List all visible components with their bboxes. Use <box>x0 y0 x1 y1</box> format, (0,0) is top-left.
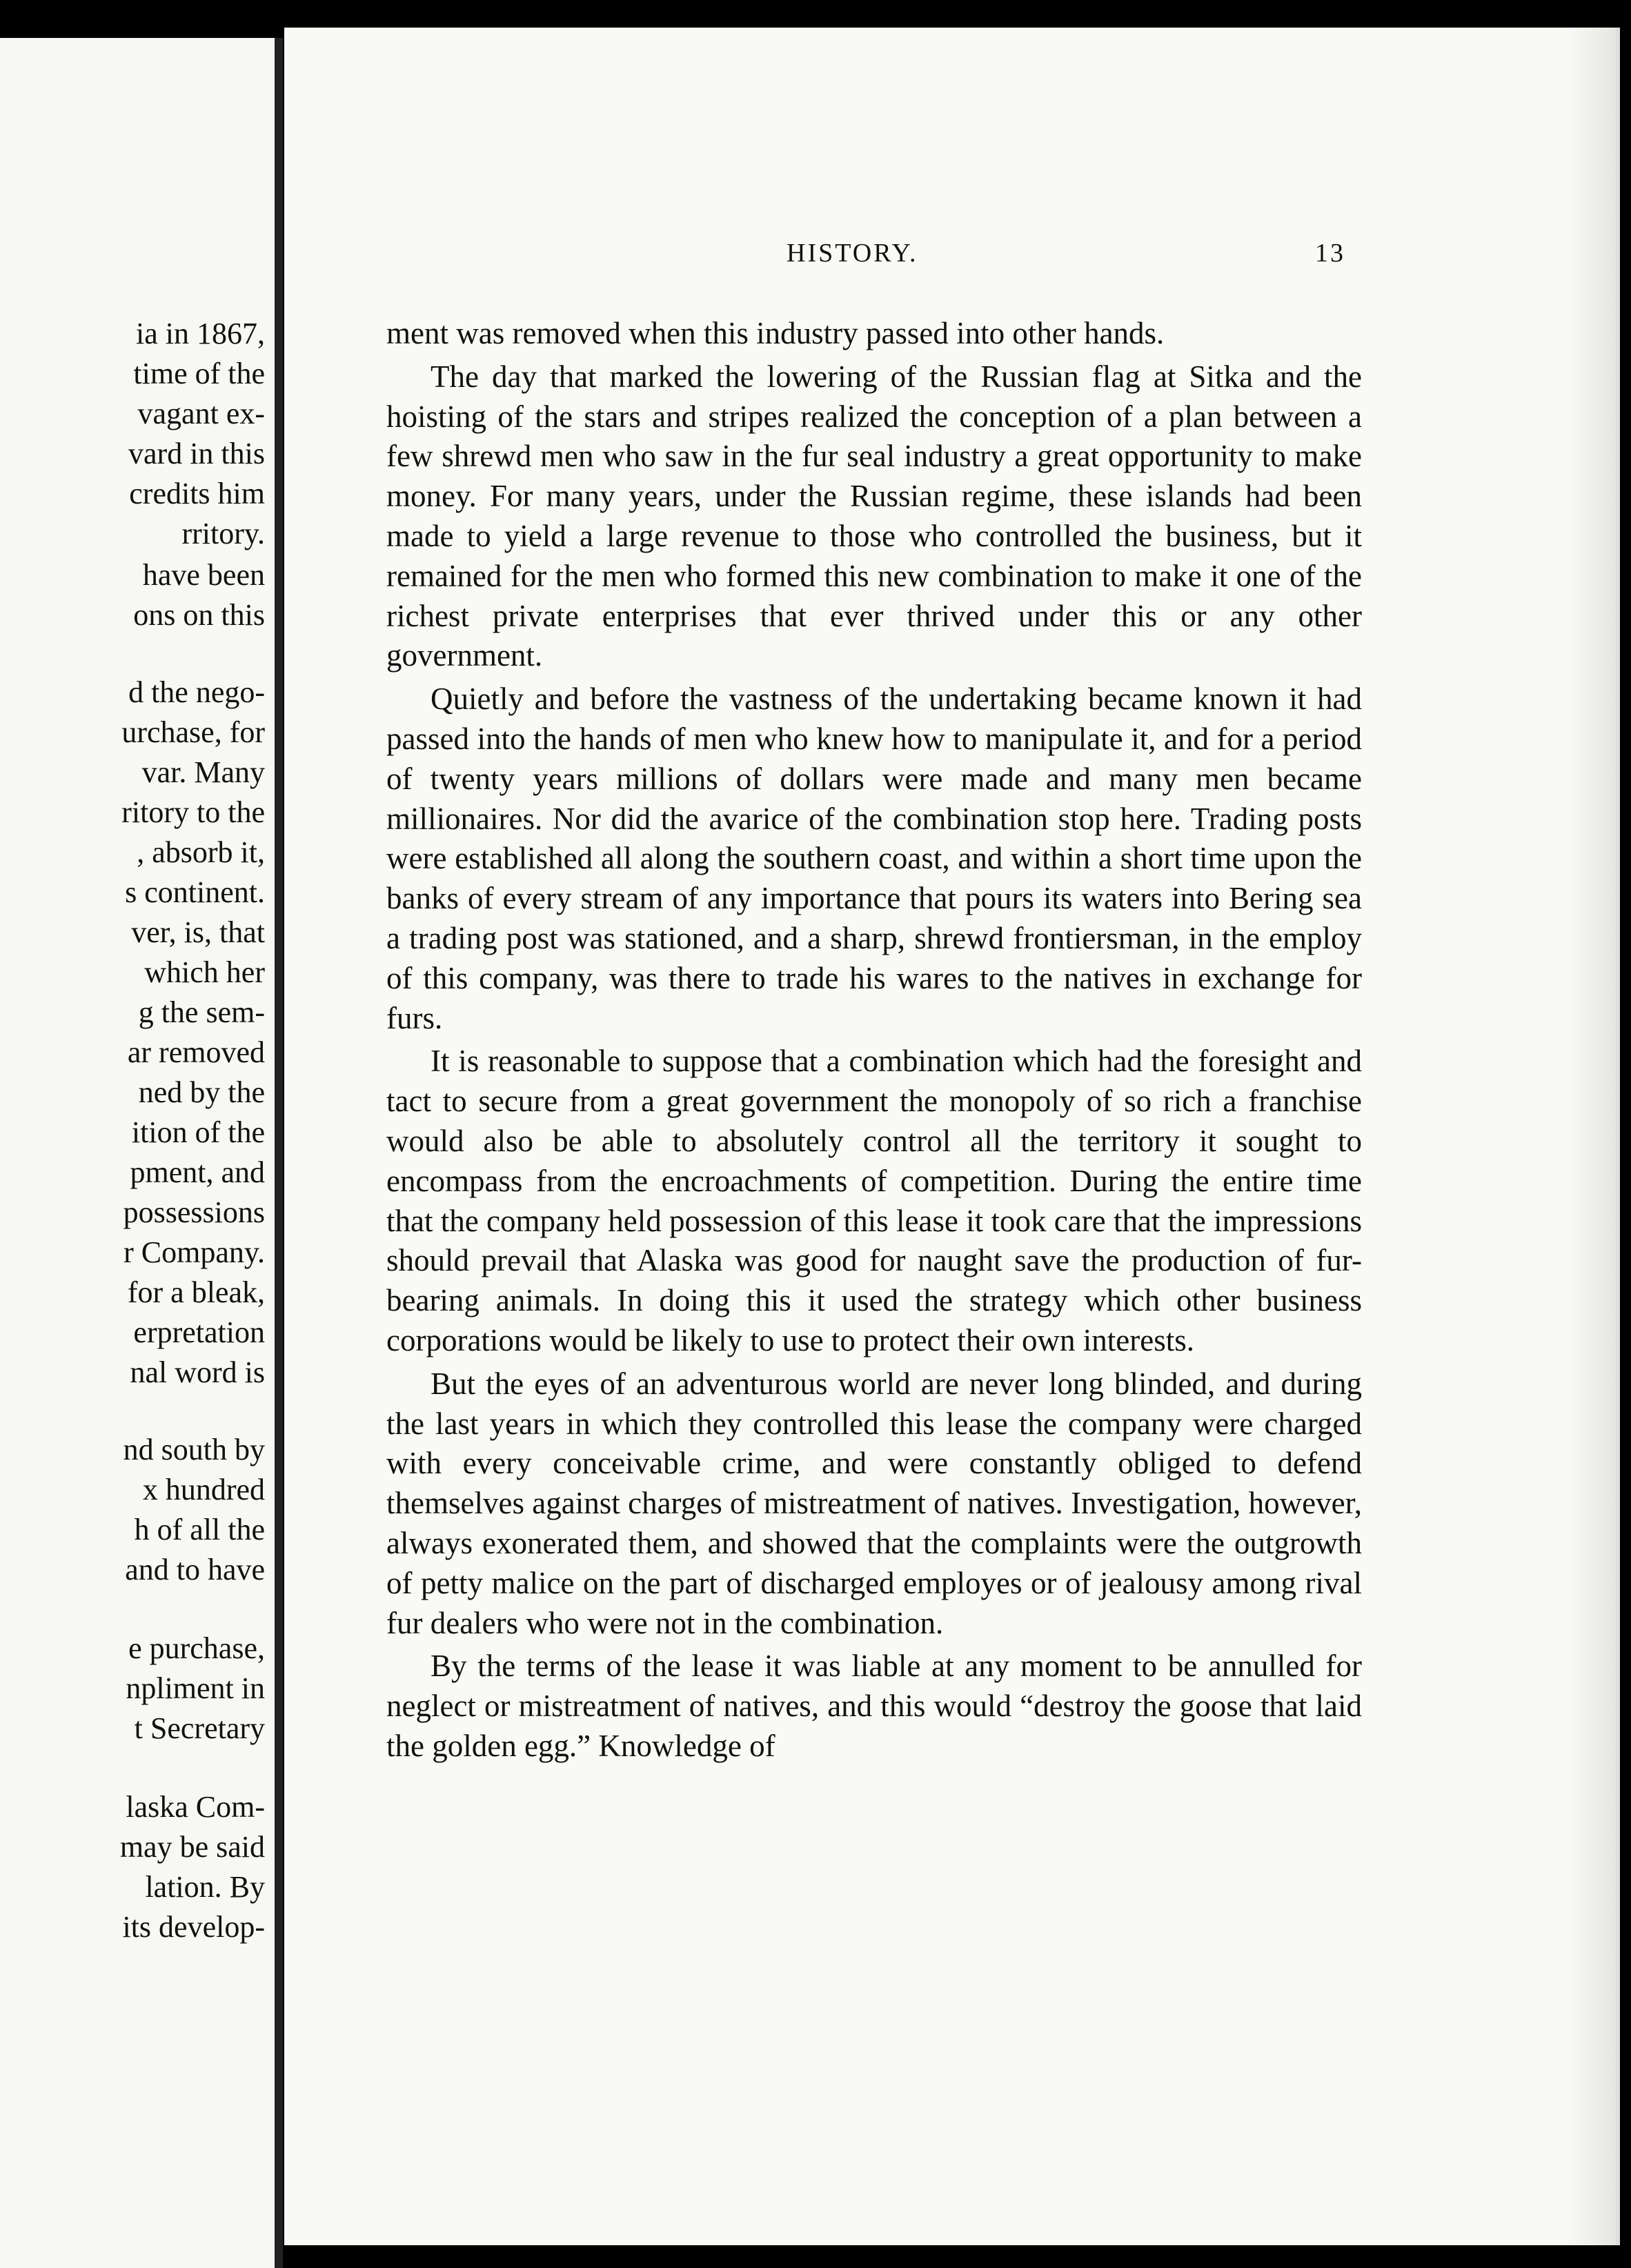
gutter-divider <box>275 38 283 2268</box>
left-page-line: g the sem- <box>138 995 265 1029</box>
left-page-line: lation. By <box>145 1870 265 1904</box>
paragraph: By the terms of the lease it was liable at any moment to be annulled for neglect or mistreatment of natives, and this would “destroy the goose that laid the golden egg.” Knowledge of <box>386 1649 1362 1763</box>
paragraph: Quietly and before the vastness of the undertaking became known it had passed into the hands of men who knew how to manipulate it, and for a period of twenty years millions of dollars were made and many men became millionaires. Nor did the avarice of the combination stop here. Trading posts were established all along the southern coast, and within a short time upon the banks of every stream of any importance that pours its waters into Bering sea a trading post was stationed, and a sharp, shrewd frontiersman, in the employ of this company, was there to trade his wares to the natives in exchange for furs. <box>386 682 1362 1035</box>
left-page-line: which her <box>144 955 265 989</box>
left-page-line: e purchase, <box>128 1631 265 1665</box>
left-page-line: r Company. <box>123 1235 265 1269</box>
left-page-line: erpretation <box>133 1315 265 1349</box>
running-head <box>284 238 1616 279</box>
body-text <box>386 314 1362 1767</box>
page-number: 13 <box>1315 239 1345 268</box>
left-page-line: possessions <box>123 1195 265 1229</box>
left-page-line: laska Com- <box>126 1790 265 1824</box>
left-page-line: ition of the <box>131 1115 265 1149</box>
left-page-line: ar removed <box>127 1035 265 1069</box>
left-page-line: vagant ex- <box>137 397 265 430</box>
paragraph-continuation: ment was removed when this industry passed into other hands. <box>386 316 1165 350</box>
left-page-line: var. Many <box>141 755 265 789</box>
left-page-line: vard in this <box>128 437 265 470</box>
left-page-line: time of the <box>133 357 265 390</box>
left-page-line: , absorb it, <box>137 835 265 869</box>
left-page-line: d the nego- <box>128 675 265 709</box>
left-page-fragment <box>0 38 275 2268</box>
left-page-line: and to have <box>125 1553 265 1586</box>
left-page-line: ons on this <box>133 598 265 632</box>
left-page-line: nd south by <box>123 1433 265 1466</box>
left-page-line: its develop- <box>122 1910 265 1944</box>
left-page-line: have been <box>142 558 265 592</box>
paragraph: But the eyes of an adventurous world are never long blinded, and during the last years in which they controlled this lease the company were charged with every conceivable crime, and were constantly obliged to defend themselves against charges of mistreatment of natives. Investigation, however, always exonerated them, and showed that the complaints were the outgrowth of petty malice on the part of discharged employes or of jealousy among rival fur dealers who were not in the combination. <box>386 1366 1362 1640</box>
left-page-line: h of all the <box>134 1513 265 1546</box>
running-head-title: HISTORY. <box>787 239 918 268</box>
left-page-line: x hundred <box>142 1473 265 1506</box>
left-page-line: may be said <box>119 1830 265 1864</box>
left-page-line: ver, is, that <box>131 915 265 949</box>
left-page-line: npliment in <box>126 1671 265 1705</box>
left-page-line: t Secretary <box>134 1711 265 1745</box>
paragraph: It is reasonable to suppose that a combination which had the foresight and tact to secure from a great government the monopoly of so rich a franchise would also be able to absolutely control all the territory it sought to encompass from the encroachments of competition. During the entire time that the company held possession of this lease it took care that the impressions should prevail that Alaska was good for naught save the production of fur-bearing animals. In doing this it used the strategy which other business corporations would be likely to use to protect their own interests. <box>386 1044 1362 1357</box>
left-page-line: for a bleak, <box>127 1275 265 1309</box>
left-page-line: s continent. <box>125 875 265 909</box>
page-edge-shadow <box>1568 28 1616 2245</box>
left-page-line: urchase, for <box>121 715 265 749</box>
left-page-line: credits him <box>129 477 265 510</box>
left-page-line: pment, and <box>130 1155 265 1189</box>
left-page-line: rritory. <box>181 517 265 550</box>
book-page <box>284 28 1620 2245</box>
left-page-line: ritory to the <box>121 795 265 829</box>
left-page-line: nal word is <box>130 1355 265 1389</box>
left-page-line: ned by the <box>138 1075 265 1109</box>
paragraph: The day that marked the lowering of the Russian flag at Sitka and the hoisting of the stars and stripes realized the conception of a plan between a few shrewd men who saw in the fur seal industry a great opportunity to make money. For many years, under the Russian regime, these islands had been made to yield a large revenue to those who controlled the business, but it remained for the men who formed this new combination to make it one of the richest private enterprises that ever thrived under this or any other government. <box>386 359 1362 673</box>
left-page-line: ia in 1867, <box>136 317 265 350</box>
